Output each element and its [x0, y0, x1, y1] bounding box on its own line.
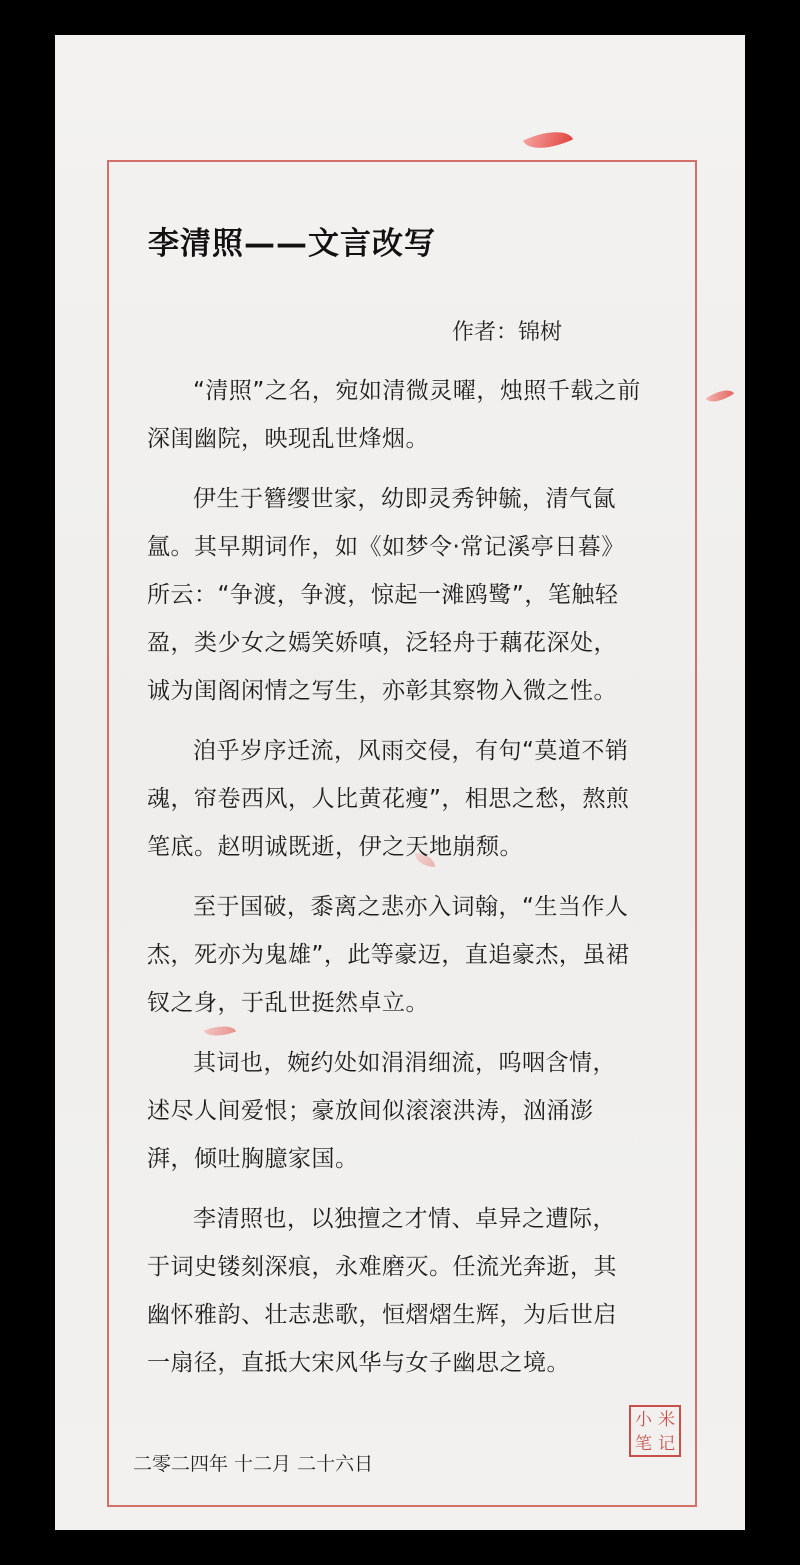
text-line: 湃，倾吐胸臆家国。	[147, 1146, 359, 1172]
page-title: 李清照——文言改写	[148, 226, 436, 262]
text-line: 所云：“争渡，争渡，惊起一滩鸥鹭”，笔触轻	[147, 582, 619, 608]
date-line: 二零二四年 十二月 二十六日	[133, 1453, 374, 1475]
seal-char: 笔	[635, 1434, 652, 1454]
paper-sheet	[55, 35, 745, 1530]
text-line: 钗之身，于乱世挺然卓立。	[147, 990, 429, 1016]
seal-char: 米	[658, 1410, 675, 1430]
paragraph	[147, 1039, 667, 1183]
author-line: 作者：锦树	[452, 320, 563, 345]
text-line: 杰，死亦为鬼雄”，此等豪迈，直追豪杰，虽裙	[147, 942, 630, 968]
text-line: 洎乎岁序迁流，风雨交侵，有句“莫道不销	[193, 738, 629, 764]
text-line: 笔底。赵明诚既逝，伊之天地崩颓。	[147, 834, 523, 860]
text-line: 魂，帘卷西风，人比黄花瘦”，相思之愁，熬煎	[147, 786, 630, 812]
paragraph	[147, 367, 667, 463]
seal-char: 记	[658, 1434, 675, 1454]
text-line: 诚为闺阁闲情之写生，亦彰其察物入微之性。	[147, 678, 617, 704]
text-line: 深闺幽院，映现乱世烽烟。	[147, 426, 429, 452]
paragraph	[147, 883, 667, 1027]
article-body	[147, 367, 667, 1399]
text-line: “清照”之名，宛如清微灵曜，烛照千载之前	[193, 378, 641, 404]
petal-decoration	[706, 384, 734, 409]
text-line: 幽怀雅韵、壮志悲歌，恒熠熠生辉，为后世启	[147, 1302, 617, 1328]
paragraph	[147, 1195, 667, 1387]
text-line: 至于国破，黍离之悲亦入词翰，“生当作人	[193, 894, 629, 920]
text-line: 于词史镂刻深痕，永难磨灭。任流光奔逝，其	[147, 1254, 617, 1280]
seal-char: 小	[635, 1410, 652, 1430]
text-line: 一扇径，直抵大宋风华与女子幽思之境。	[147, 1350, 570, 1376]
paragraph	[147, 475, 667, 715]
text-line: 氲。其早期词作，如《如梦令·常记溪亭日暮》	[147, 534, 625, 560]
text-line: 伊生于簪缨世家，幼即灵秀钟毓，清气氤	[193, 486, 616, 512]
seal-stamp	[629, 1405, 681, 1457]
text-line: 其词也，婉约处如涓涓细流，呜咽含情，	[193, 1050, 616, 1076]
paragraph	[147, 727, 667, 871]
petal-decoration	[523, 121, 573, 159]
text-line: 盈，类少女之嫣笑娇嗔，泛轻舟于藕花深处，	[147, 630, 617, 656]
text-line: 述尽人间爱恨；豪放间似滚滚洪涛，汹涌澎	[147, 1098, 594, 1124]
text-line: 李清照也，以独擅之才情、卓异之遭际，	[193, 1206, 616, 1232]
